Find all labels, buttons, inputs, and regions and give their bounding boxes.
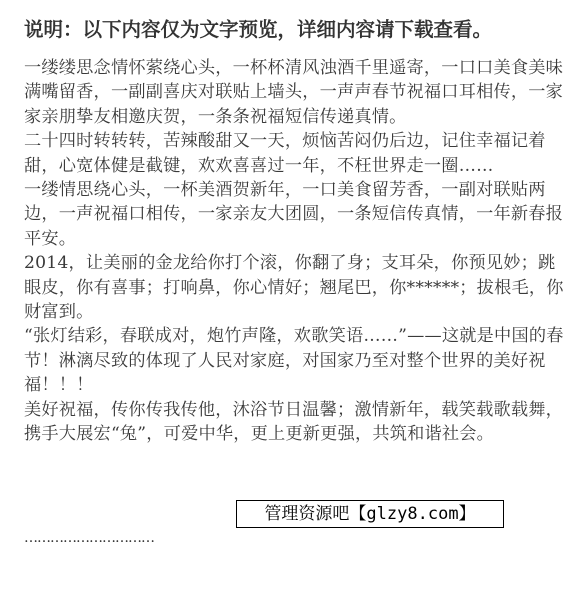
document-body <box>24 56 568 447</box>
site-watermark: 管理资源吧【glzy8.com】 <box>236 500 504 528</box>
ellipsis-line: ………………………… <box>24 530 154 546</box>
paragraph: “张灯结彩，春联成对，炮竹声隆，欢歌笑语……”——这就是中国的春节！淋漓尽致的体现了人民对家庭，对国家乃至对整个世界的美好祝福！！！ <box>24 326 564 396</box>
paragraph: 一缕情思绕心头，一杯美酒贺新年，一口美食留芳香，一副对联贴两边，一声祝福口相传，一家亲友大团圆，一条短信传真情，一年新春报平安。 <box>24 180 564 249</box>
paragraph: 二十四时转转转，苦辣酸甜又一天，烦恼苦闷仍后边，记住幸福记着甜，心宽体健是截键，欢欢喜喜过一年，不枉世界走一圈…… <box>24 131 546 176</box>
paragraph: 美好祝福，传你传我传他，沐浴节日温馨；激情新年，载笑载歌载舞，携手大展宏“兔”，可爱中华，更上更新更强，共筑和谐社会。 <box>24 399 564 445</box>
preview-notice: 说明：以下内容仅为文字预览，详细内容请下载查看。 <box>24 18 493 41</box>
paragraph: 一缕缕思念情怀萦绕心头，一杯杯清风浊酒千里遥寄，一口口美食美味满嘴留香，一副副喜庆对联贴上墙头，一声声春节祝福口耳相传，一家家亲朋挚友相邀庆贺，一条条祝福短信传递真情。 <box>24 58 564 127</box>
paragraph: 2014，让美丽的金龙给你打个滚，你翻了身；支耳朵，你预见妙；跳眼皮，你有喜事；打响鼻，你心情好；翘尾巴，你******；拔根毛，你财富到。 <box>24 253 564 323</box>
